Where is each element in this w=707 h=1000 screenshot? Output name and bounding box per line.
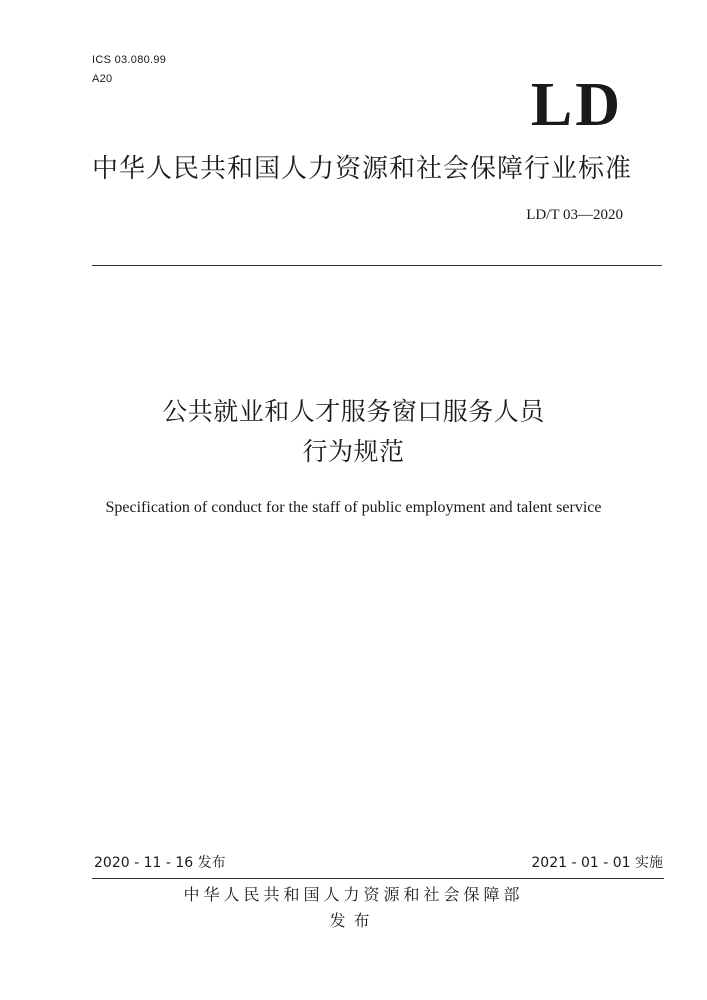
footer-divider bbox=[92, 878, 664, 879]
classification-block bbox=[92, 51, 166, 89]
header-divider bbox=[92, 265, 662, 266]
issuing-ministry: 中华人民共和国人力资源和社会保障部 bbox=[183, 885, 524, 904]
chinese-title-line-2: 行为规范 bbox=[302, 437, 405, 466]
category-code: A20 bbox=[92, 73, 113, 85]
publish-label: 发布 bbox=[329, 911, 378, 930]
ics-code: ICS 03.080.99 bbox=[92, 54, 167, 66]
organization-title: 中华人民共和国人力资源和社会保障行业标准 bbox=[92, 154, 633, 184]
ld-logo: LD bbox=[530, 71, 623, 139]
english-title: Specification of conduct for the staff of public employment and talent service bbox=[105, 499, 602, 516]
chinese-title-line-1: 公共就业和人才服务窗口服务人员 bbox=[162, 397, 545, 426]
issue-date: 2020 - 11 - 16 发布 bbox=[94, 855, 226, 871]
effective-date: 2021 - 01 - 01 实施 bbox=[531, 855, 663, 871]
chinese-title bbox=[0, 392, 707, 472]
standard-code: LD/T 03—2020 bbox=[526, 207, 623, 223]
